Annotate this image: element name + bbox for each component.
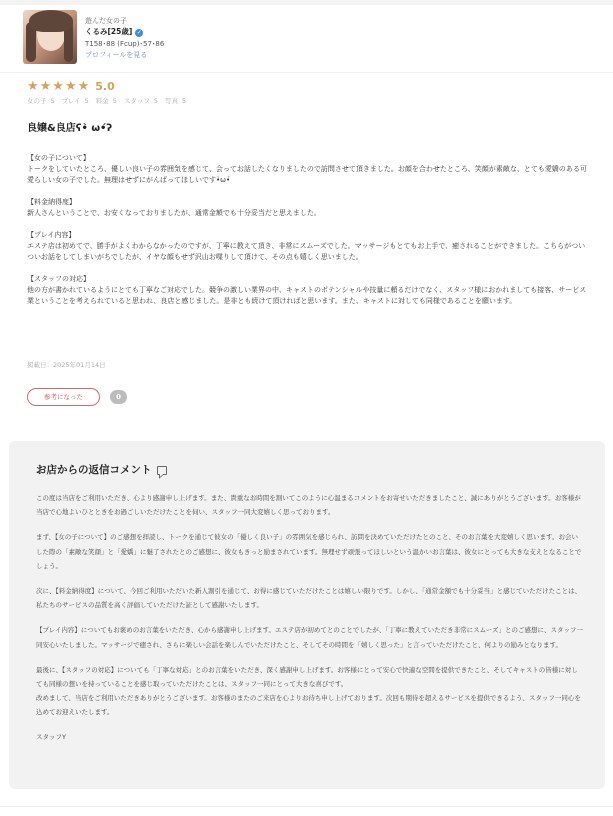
review-section-heading: 【料金納得度】 — [27, 198, 76, 206]
review-section — [27, 274, 587, 307]
reply-title: お店からの返信コメント — [36, 464, 152, 476]
star-rating-icon: ★★★★★ — [27, 79, 91, 94]
sub-rating-item — [124, 97, 158, 105]
sub-rating-value: 5 — [84, 97, 89, 105]
review-title: 良嬢&良店ʕ•̀ ω•́ʔ — [27, 123, 113, 134]
sub-rating-label: プレイ — [61, 97, 81, 105]
overall-rating — [27, 78, 115, 97]
sub-rating-label: 写真 — [164, 97, 178, 105]
girl-profile-card[interactable] — [23, 10, 443, 65]
reply-paragraph: まず、【女の子について】のご感想を拝読し、トークを通じて彼女の「優しく良い子」の雰囲気を感じられ、訪問を決めていただけたとのこと、そのお言葉を大変嬉しく思います。お会いした際の「素敵な笑顔」と「愛嬌」に魅了されたとのご感想に、彼女もきっと励まされています。無理せず頑張ってほしいという温かいお言葉は、彼女にとっても大きな支えとなることでしょう。 — [36, 533, 582, 570]
review-section-heading: 【スタッフの対応】 — [27, 275, 90, 283]
top-divider — [0, 0, 613, 5]
sub-rating-value: 5 — [153, 97, 158, 105]
verified-check-icon: ✓ — [136, 28, 142, 36]
reply-paragraph: 次に、【料金納得度】について、今回ご利用いただいた新人割引を通じて、お得に感じていただけたことは嬉しい限りです。しかし、「通常金額でも十分妥当」と感じていただけたことは、私たちのサービスの品質を高く評価していただけた証として感謝いたします。 — [36, 587, 582, 610]
sub-rating-item — [96, 97, 117, 105]
reply-paragraph: 【プレイ内容】についてもお褒めのお言葉をいただき、心から感謝申し上げます。エステ店が初めてとのことでしたが、「丁寧に教えていただき非常にスムーズ」とのご感想に、スタッフ一同安心いたしました。マッサージで癒され、さらに楽しい会話を楽しんでいただけたこと、そしてその時間を「嬉しく思った」と言っていただけたこと、何よりの励みとなります。 — [36, 626, 583, 649]
sub-rating-label: 料金 — [95, 97, 109, 105]
profile-text — [85, 16, 164, 60]
review-body — [27, 153, 587, 318]
shop-reply-panel — [9, 441, 605, 789]
sub-rating-value: 5 — [112, 97, 117, 105]
review-section-text: トークをしていたところ、優しい良い子の雰囲気を感じて、会ってお話したくなりましたので訪問させて頂きました。お顔を合わせたところ、笑顔が素敵な、とても愛嬌のある可愛らしい女の子でした。無理はせずにがんばってほしいです•̀ω•́ — [27, 165, 587, 184]
sub-rating-value: 5 — [181, 97, 187, 105]
speech-bubble-icon — [157, 466, 167, 475]
profile-tagline: 遊んだ女の子 — [85, 17, 127, 25]
helpful-button[interactable]: 参考になった — [27, 388, 100, 406]
helpful-count-badge: 0 — [110, 390, 127, 404]
review-section — [27, 230, 587, 263]
profile-name-row — [85, 27, 164, 38]
review-section-text: 他の方が書かれているようにとても丁寧なご対応でした。競争の激しい業界の中、キャストのポテンシャルや技量に頼るだけでなく、スタッフ様におかれましても接客、サービス業ということを考えられていると思われ、良店と感じました。是非とも続けて頂ければと思います。また、キャストに対しても同様であることを願います。 — [27, 286, 587, 305]
rating-score: 5.0 — [95, 80, 115, 94]
profile-measurements: T158･88 (Fcup)･57･86 — [85, 40, 165, 49]
review-section-heading: 【女の子について】 — [27, 154, 90, 162]
section-divider — [0, 72, 613, 73]
sub-rating-value: 5 — [50, 97, 55, 105]
sub-rating-item — [62, 97, 89, 105]
review-section — [27, 197, 587, 219]
posted-date: 掲載日：2025年01月14日 — [27, 361, 106, 369]
review-section-text: 新人さんということで、お安くなっておりましたが、通常金額でも十分妥当だと思えました。 — [27, 209, 321, 217]
reply-body — [36, 491, 584, 755]
sub-ratings — [27, 97, 193, 106]
profile-name: くるみ[25歳] — [85, 27, 133, 37]
reply-signature: スタッフY — [36, 733, 66, 742]
sub-rating-label: 女の子 — [27, 97, 47, 105]
reply-paragraph: 最後に、【スタッフの対応】についても「丁寧な対応」とのお言葉をいただき、深く感謝申し上げます。お客様にとって安心で快適な空間を提供できたこと、そしてキャストの皆様に対しても同様の想いを持っていることを感じ取っていただけたことは、スタッフ一同にとって大きな喜びです。 — [36, 665, 578, 689]
view-profile-link[interactable]: プロフィールを見る — [85, 51, 148, 60]
reply-title-row — [36, 463, 167, 478]
sub-rating-item — [27, 97, 55, 105]
reply-paragraph: この度は当店をご利用いただき、心より感謝申し上げます。また、貴重なお時間を割いてこのように心温まるコメントをお寄せいただきましたこと、誠にありがとうございます。お客様が当店で心地よいひとときをお過ごしいただけたことを伺い、スタッフ一同大変嬉しく思っております。 — [36, 494, 581, 517]
review-section — [27, 153, 587, 186]
sub-rating-item — [165, 97, 186, 105]
bottom-divider — [0, 806, 613, 807]
review-section-text: エステ店は初めてで、勝手がよくわからなかったのですが、丁寧に教えて頂き、非常にスムーズでした。マッサージもとてもお上手で、癒されることができました。こちらがついついお話をしてしまいがちでしたが、イヤな顔もせず沢山お喋りして頂けて、その点も嬉しく思いました。 — [27, 242, 586, 261]
reply-paragraph: 改めまして、当店をご利用いただきありがとうございます。お客様のまたのご来店を心よりお待ち申し上げております。次回も期待を超えるサービスを提供できるよう、スタッフ一同心を込めてお迎えいたします。 — [36, 693, 581, 717]
sub-rating-label: スタッフ — [123, 97, 150, 105]
review-section-heading: 【プレイ内容】 — [27, 231, 76, 239]
girl-avatar[interactable] — [23, 10, 77, 64]
